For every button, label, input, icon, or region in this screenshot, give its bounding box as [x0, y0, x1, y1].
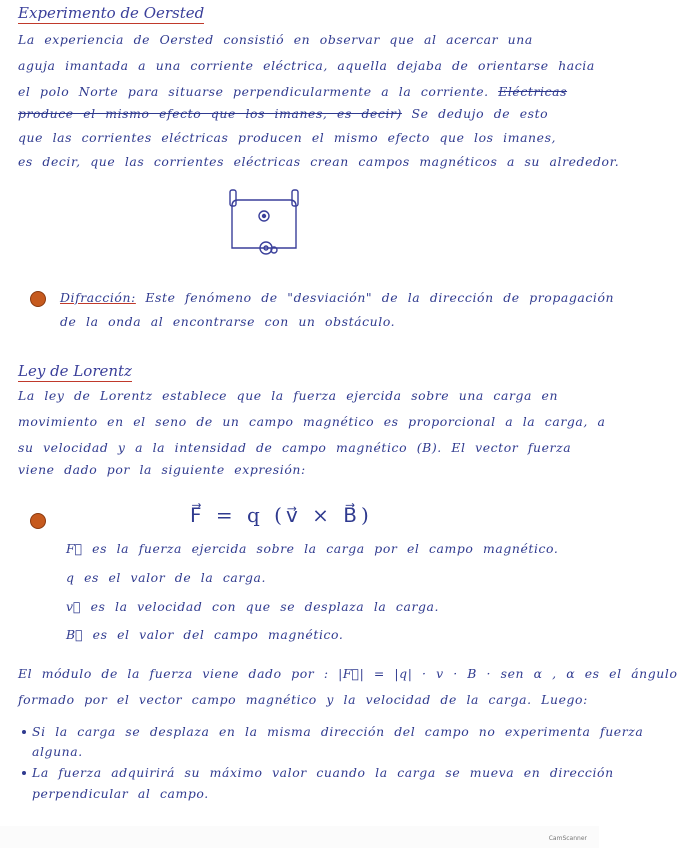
circuit-frame [232, 200, 296, 248]
difraccion-bullet-icon [30, 291, 46, 307]
scan-bottom-band [0, 826, 599, 848]
lorentz-formula: F⃗ = q (v⃗ × B⃗) [190, 503, 373, 527]
lorentz-line-3: su velocidad y a la intensidad de campo magnético (B). El vector fuerza [18, 440, 572, 455]
formula-bullet-icon [30, 513, 46, 529]
oersted-line-4: produce el mismo efecto que los imanes, es decir) Se dedujo de esto [18, 106, 549, 121]
modulo-line-2: formado por el vector campo magnético y la velocidad de la carga. Luego: [18, 692, 588, 707]
oersted-line-6: es decir, que las corrientes eléctricas crean campos magnéticos a su alrededor. [18, 154, 620, 169]
conclusion-2-cont: perpendicular al campo. [32, 786, 209, 801]
oersted-line-3: el polo Norte para situarse perpendicularmente a la corriente. Eléctricas [18, 84, 568, 99]
oersted-circuit-drawing [220, 186, 310, 266]
item-velocity: v⃗ es la velocidad con que se desplaza la carga. [66, 599, 440, 614]
conclusion-2: La fuerza adquirirá su máximo valor cuando la carga se mueva en dirección [32, 765, 614, 780]
oersted-title: Experimento de Oersted [18, 4, 205, 22]
scanner-watermark: CamScanner [548, 835, 587, 842]
oersted-line-1: La experiencia de Oersted consistió en observar que al acercar una [18, 32, 533, 47]
item-charge: q es el valor de la carga. [66, 570, 267, 585]
bullet-small-icon [22, 730, 26, 734]
lorentz-title: Ley de Lorentz [18, 362, 132, 380]
difraccion-line-2: de la onda al encontrarse con un obstáculo. [60, 314, 396, 329]
lorentz-line-4: viene dado por la siguiente expresión: [18, 462, 306, 477]
lorentz-line-2: movimiento en el seno de un campo magnético es proporcional a la carga, a [18, 414, 606, 429]
oersted-line-5: que las corrientes eléctricas producen el mismo efecto que los imanes, [18, 130, 557, 145]
item-field: B⃗ es el valor del campo magnético. [66, 627, 344, 642]
lorentz-line-1: La ley de Lorentz establece que la fuerza ejercida sobre una carga en [18, 388, 559, 403]
conclusion-1: Si la carga se desplaza en la misma dirección del campo no experimenta fuerza [32, 724, 644, 739]
difraccion-line-1: Difracción: Este fenómeno de "desviación" de la dirección de propagación [60, 290, 615, 305]
modulo-line-1: El módulo de la fuerza viene dado por : |F⃗| = |q| · v · B · sen α , α es el ángulo [18, 666, 678, 681]
bullet-small-icon [22, 771, 26, 775]
conclusion-1-cont: alguna. [32, 744, 83, 759]
oersted-line-2: aguja imantada a una corriente eléctrica, aquella dejaba de orientarse hacia [18, 58, 595, 73]
item-force: F⃗ es la fuerza ejercida sobre la carga por el campo magnético. [66, 541, 559, 556]
